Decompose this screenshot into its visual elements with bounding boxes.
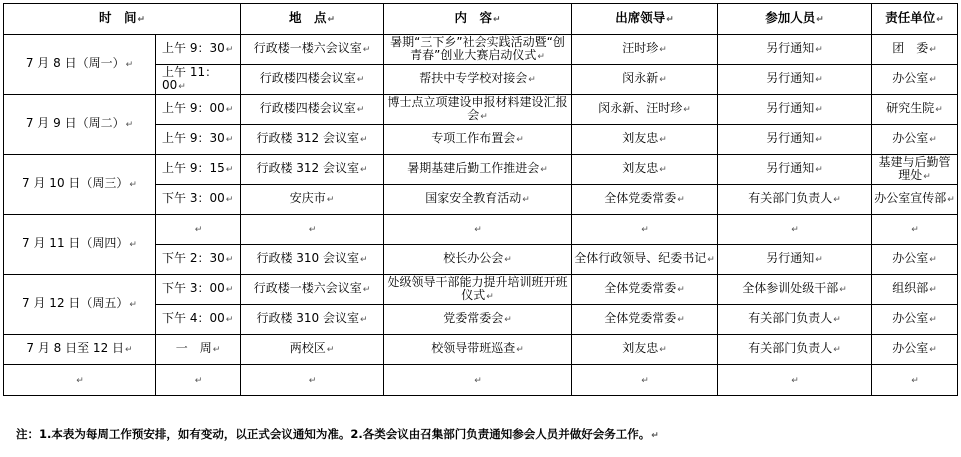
leaders-cell: 刘友忠↵	[572, 125, 718, 155]
attendees-cell: 另行通知↵	[718, 65, 872, 95]
empty-cell: ↵	[156, 365, 241, 396]
leaders-cell: 全体党委常委↵	[572, 185, 718, 215]
unit-cell: ↵	[872, 215, 958, 245]
location-cell: 行政楼四楼会议室↵	[241, 65, 384, 95]
empty-cell: ↵	[718, 365, 872, 396]
content-cell: 国家安全教育活动↵	[384, 185, 572, 215]
empty-cell: ↵	[241, 365, 384, 396]
table-row	[4, 35, 958, 65]
time-cell: 下午 3：00↵	[156, 185, 241, 215]
weekly-schedule-table	[3, 3, 958, 396]
empty-cell: ↵	[572, 365, 718, 396]
content-cell: 暑期“三下乡”社会实践活动暨“创青春”创业大赛启动仪式↵	[384, 35, 572, 65]
time-cell: 下午 3：00↵	[156, 275, 241, 305]
location-cell: 行政楼 310 会议室↵	[241, 245, 384, 275]
attendees-cell: ↵	[718, 215, 872, 245]
date-cell: 7 月 9 日（周二）↵	[4, 95, 156, 155]
content-cell: 处级领导干部能力提升培训班开班仪式↵	[384, 275, 572, 305]
header-location: 地 点↵	[241, 4, 384, 35]
leaders-cell: 闵永新↵	[572, 65, 718, 95]
unit-cell: 办公室宣传部↵	[872, 185, 958, 215]
attendees-cell: 另行通知↵	[718, 245, 872, 275]
content-cell: 帮扶中专学校对接会↵	[384, 65, 572, 95]
content-cell: 校长办公会↵	[384, 245, 572, 275]
header-row	[4, 4, 958, 35]
content-cell: 校领导带班巡查↵	[384, 335, 572, 365]
header-attendees: 参加人员↵	[718, 4, 872, 35]
unit-cell: 办公室↵	[872, 245, 958, 275]
time-cell: 一 周↵	[156, 335, 241, 365]
date-cell: 7 月 10 日（周三）↵	[4, 155, 156, 215]
date-cell: 7 月 8 日（周一）↵	[4, 35, 156, 95]
empty-cell: ↵	[872, 365, 958, 396]
header-content: 内 容↵	[384, 4, 572, 35]
header-unit: 责任单位↵	[872, 4, 958, 35]
location-cell: 行政楼四楼会议室↵	[241, 95, 384, 125]
leaders-cell: 全体行政领导、纪委书记↵	[572, 245, 718, 275]
leaders-cell: ↵	[572, 215, 718, 245]
leaders-cell: 全体党委常委↵	[572, 305, 718, 335]
date-cell: 7 月 11 日（周四）↵	[4, 215, 156, 275]
table-row-empty	[4, 365, 958, 396]
attendees-cell: 有关部门负责人↵	[718, 185, 872, 215]
content-cell: 暑期基建后勤工作推进会↵	[384, 155, 572, 185]
table-row	[4, 155, 958, 185]
content-cell: 专项工作布置会↵	[384, 125, 572, 155]
content-cell: 博士点立项建设申报材料建设汇报会↵	[384, 95, 572, 125]
unit-cell: 办公室↵	[872, 305, 958, 335]
leaders-cell: 刘友忠↵	[572, 335, 718, 365]
time-cell: 下午 4：00↵	[156, 305, 241, 335]
location-cell: 行政楼 310 会议室↵	[241, 305, 384, 335]
attendees-cell: 另行通知↵	[718, 155, 872, 185]
location-cell: 行政楼一楼六会议室↵	[241, 275, 384, 305]
leaders-cell: 全体党委常委↵	[572, 275, 718, 305]
time-cell: 上午 9：15↵	[156, 155, 241, 185]
header-date-time: 时 间↵	[4, 4, 241, 35]
unit-cell: 研究生院↵	[872, 95, 958, 125]
leaders-cell: 闵永新、汪时珍↵	[572, 95, 718, 125]
header-leaders: 出席领导↵	[572, 4, 718, 35]
empty-cell: ↵	[384, 365, 572, 396]
attendees-cell: 全体参训处级干部↵	[718, 275, 872, 305]
unit-cell: 基建与后勤管理处↵	[872, 155, 958, 185]
table-row	[4, 215, 958, 245]
unit-cell: 办公室↵	[872, 65, 958, 95]
attendees-cell: 另行通知↵	[718, 95, 872, 125]
location-cell: 行政楼 312 会议室↵	[241, 155, 384, 185]
attendees-cell: 另行通知↵	[718, 125, 872, 155]
content-cell: ↵	[384, 215, 572, 245]
unit-cell: 团 委↵	[872, 35, 958, 65]
time-cell: 上午 11：00↵	[156, 65, 241, 95]
time-cell: ↵	[156, 215, 241, 245]
leaders-cell: 刘友忠↵	[572, 155, 718, 185]
table-row	[4, 275, 958, 305]
attendees-cell: 有关部门负责人↵	[718, 335, 872, 365]
unit-cell: 组织部↵	[872, 275, 958, 305]
content-cell: 党委常委会↵	[384, 305, 572, 335]
empty-cell: ↵	[4, 365, 156, 396]
leaders-cell: 汪时珍↵	[572, 35, 718, 65]
time-cell: 上午 9：30↵	[156, 35, 241, 65]
table-row	[4, 95, 958, 125]
attendees-cell: 有关部门负责人↵	[718, 305, 872, 335]
time-cell: 上午 9：30↵	[156, 125, 241, 155]
location-cell: ↵	[241, 215, 384, 245]
location-cell: 安庆市↵	[241, 185, 384, 215]
attendees-cell: 另行通知↵	[718, 35, 872, 65]
unit-cell: 办公室↵	[872, 125, 958, 155]
time-cell: 上午 9：00↵	[156, 95, 241, 125]
location-cell: 两校区↵	[241, 335, 384, 365]
time-cell: 下午 2：30↵	[156, 245, 241, 275]
footnote: 注：1.本表为每周工作预安排，如有变动，以正式会议通知为准。2.各类会议由召集部门负责通知参会人员并做好会务工作。↵	[16, 427, 659, 441]
date-cell: 7 月 8 日至 12 日↵	[4, 335, 156, 365]
unit-cell: 办公室↵	[872, 335, 958, 365]
location-cell: 行政楼 312 会议室↵	[241, 125, 384, 155]
location-cell: 行政楼一楼六会议室↵	[241, 35, 384, 65]
table-row	[4, 335, 958, 365]
date-cell: 7 月 12 日（周五）↵	[4, 275, 156, 335]
